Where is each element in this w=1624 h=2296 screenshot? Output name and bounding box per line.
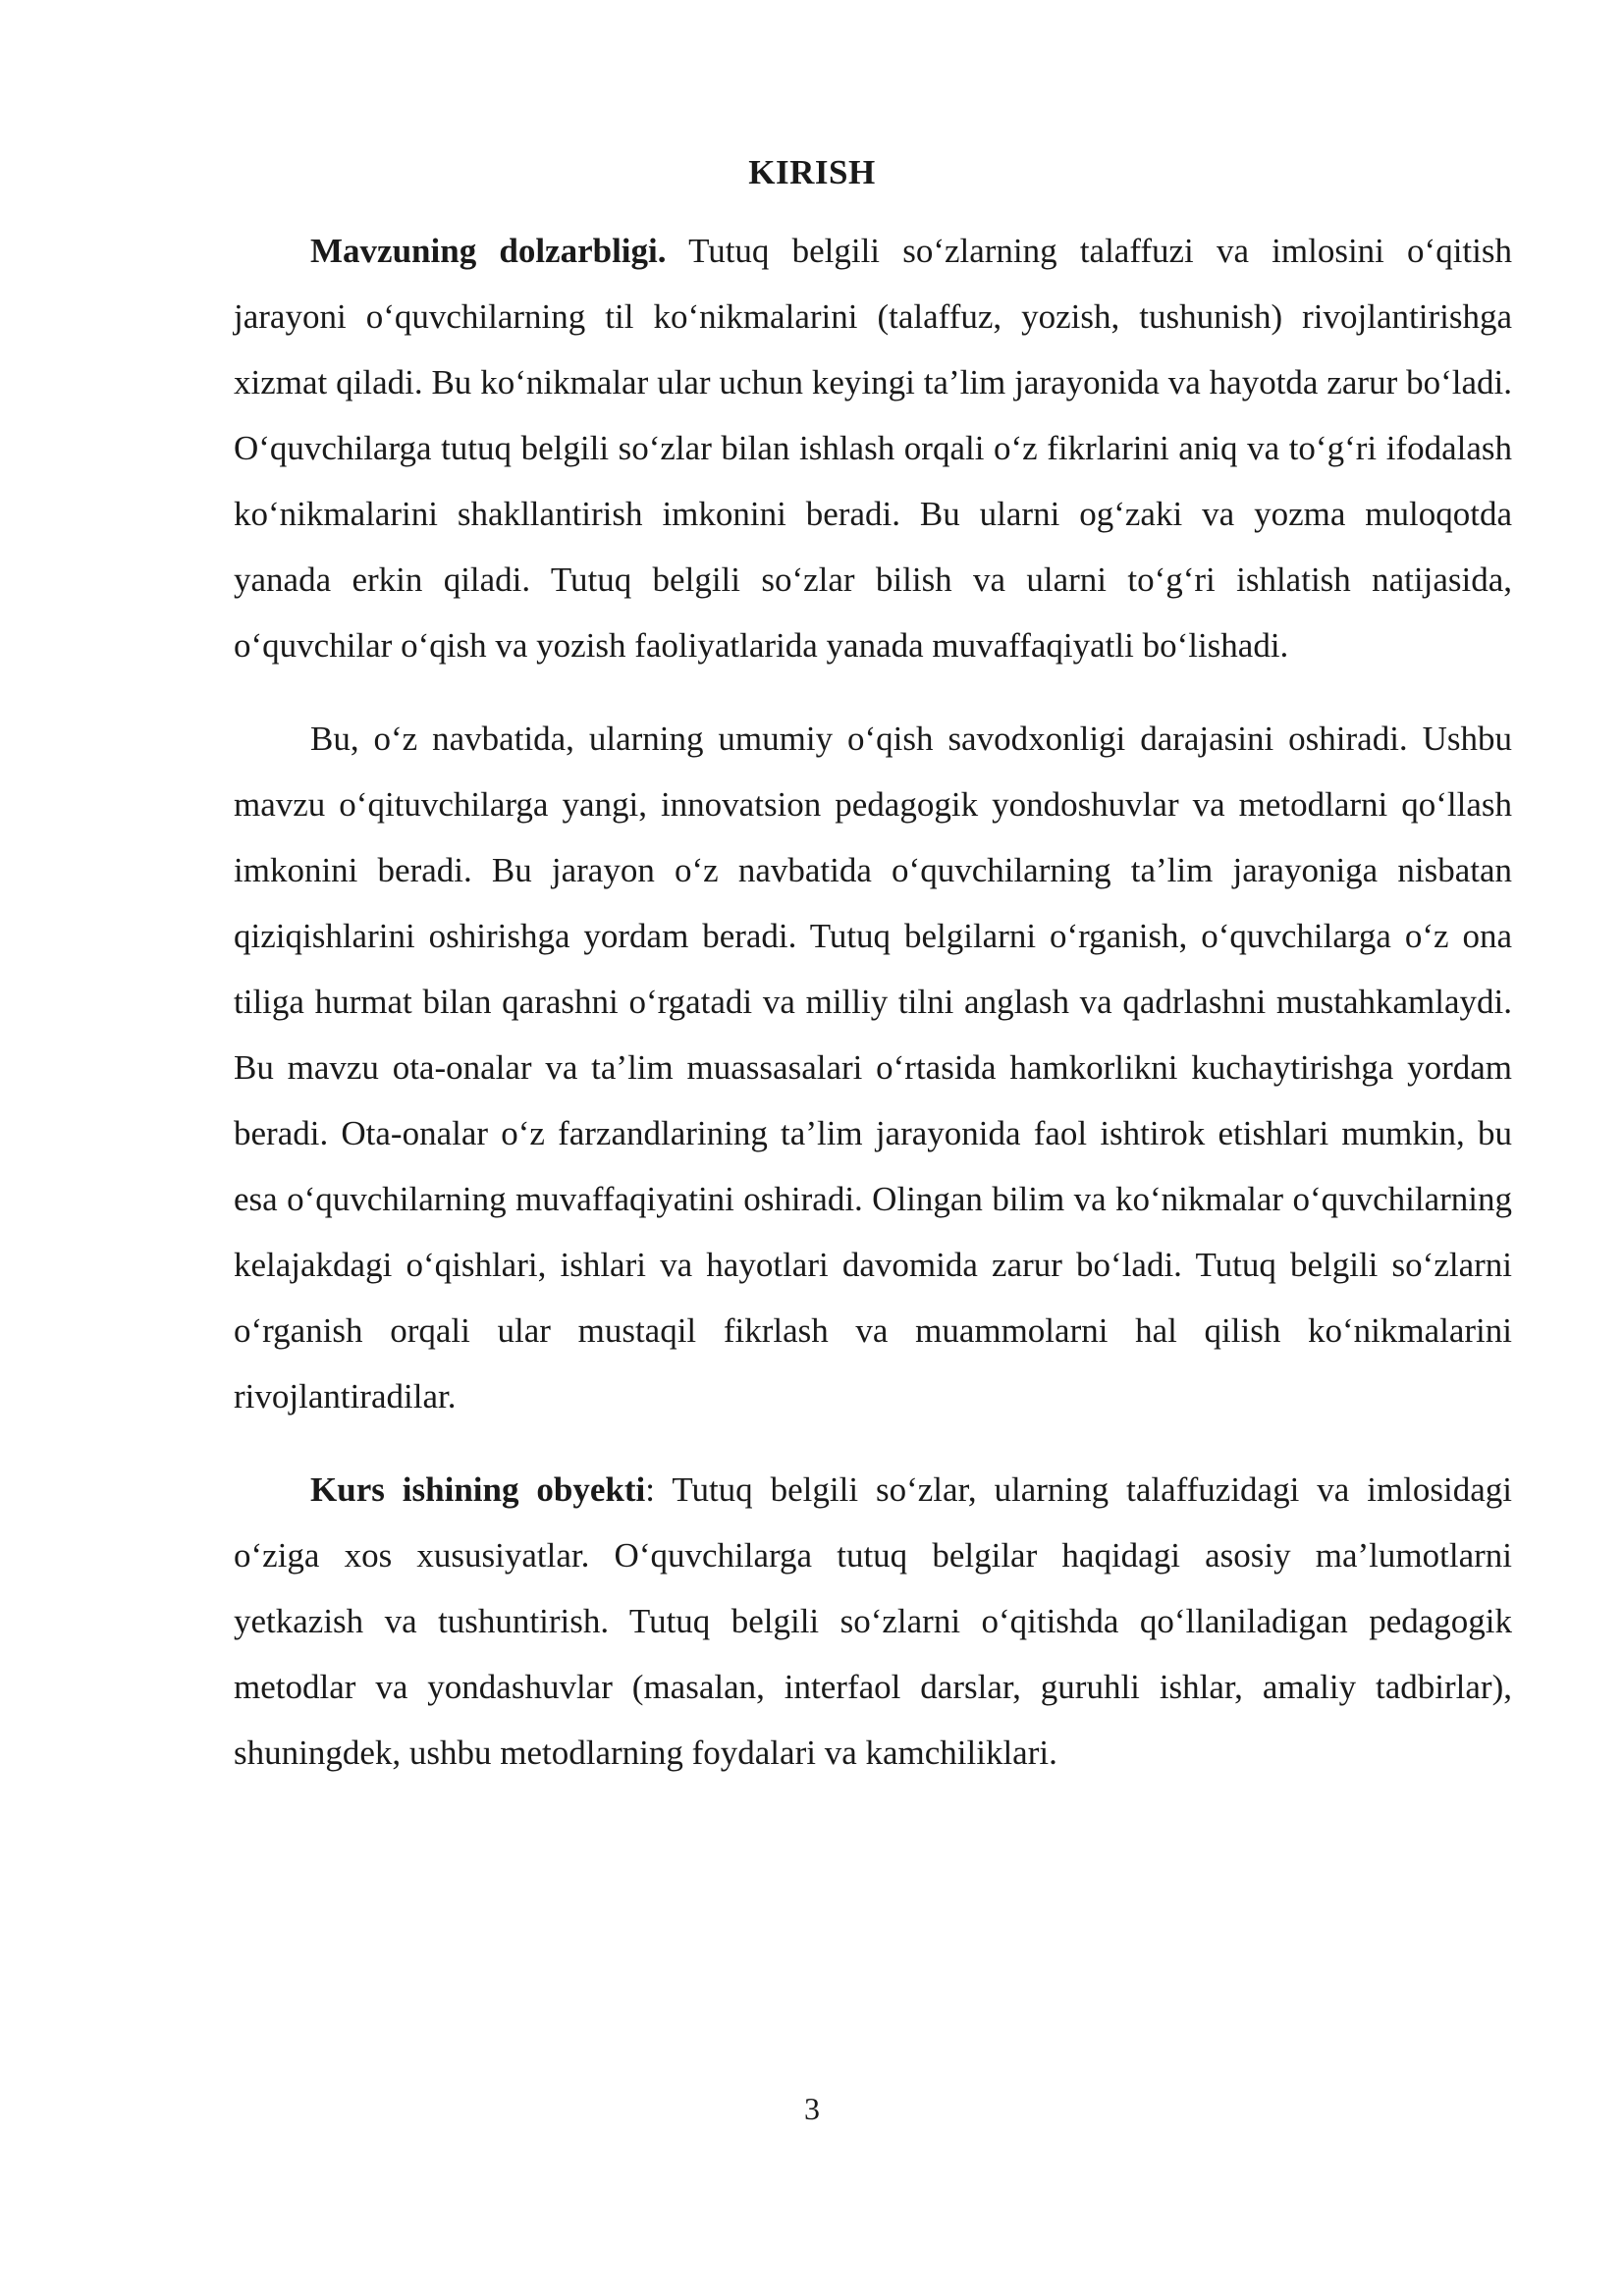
paragraph-continuation <box>234 706 1512 1429</box>
body-text <box>234 218 1512 1786</box>
paragraph-lead: Mavzuning dolzarbligi. <box>310 232 667 270</box>
paragraph-object <box>234 1457 1512 1786</box>
paragraph-separator <box>667 232 689 270</box>
section-title: KIRISH <box>748 153 876 191</box>
paragraph-separator: : <box>645 1470 673 1509</box>
paragraph-relevance <box>234 218 1512 678</box>
paragraph-text: Tutuq belgili so‘zlar, ularning talaffuzidagi va imlosidagi o‘ziga xos xususiyatlar. O‘quvchilarga tutuq belgilar haqidagi asosiy ma’lumotlarni yetkazish va tushuntirish. Tutuq belgili so‘zlarni o‘qitishda qo‘llaniladigan pedagogik metodlar va yondashuvlar (masalan, interfaol darslar, guruhli ishlar, amaliy tadbirlar), shuningdek, ushbu metodlarning foydalari va kamchiliklari. <box>234 1470 1512 1772</box>
paragraph-text: Tutuq belgili so‘zlarning talaffuzi va imlosini o‘qitish jarayoni o‘quvchilarning til ko‘nikmalarini (talaffuz, yozish, tushunish) rivojlantirishga xizmat qiladi. Bu ko‘nikmalar ular uchun keyingi ta’lim jarayonida va hayotda zarur bo‘ladi. O‘quvchilarga tutuq belgili so‘zlar bilan ishlash orqali o‘z fikrlarini aniq va to‘g‘ri ifodalash ko‘nikmalarini shakllantirish imkonini beradi. Bu ularni og‘zaki va yozma muloqotda yanada erkin qiladi. Tutuq belgili so‘zlar bilish va ularni to‘g‘ri ishlatish natijasida, o‘quvchilar o‘qish va yozish faoliyatlarida yanada muvaffaqiyatli bo‘lishadi. <box>234 232 1513 665</box>
paragraph-lead: Kurs ishining obyekti <box>310 1470 646 1509</box>
page-number: 3 <box>804 2091 820 2126</box>
paragraph-text: Bu, o‘z navbatida, ularning umumiy o‘qish savodxonligi darajasini oshiradi. Ushbu mavzu o‘qituvchilarga yangi, innovatsion pedagogik yondoshuvlar va metodlarni qo‘llash imkonini beradi. Bu jarayon o‘z navbatida o‘quvchilarning ta’lim jarayoniga nisbatan qiziqishlarini oshirishga yordam beradi. Tutuq belgilarni o‘rganish, o‘quvchilarga o‘z ona tiliga hurmat bilan qarashni o‘rgatadi va milliy tilni anglash va qadrlashni mustahkamlaydi. Bu mavzu ota-onalar va ta’lim muassasalari o‘rtasida hamkorlikni kuchaytirishga yordam beradi. Ota-onalar o‘z farzandlarining ta’lim jarayonida faol ishtirok etishlari mumkin, bu esa o‘quvchilarning muvaffaqiyatini oshiradi. Olingan bilim va ko‘nikmalar o‘quvchilarning kelajakdagi o‘qishlari, ishlari va hayotlari davomida zarur bo‘ladi. Tutuq belgili so‘zlarni o‘rganish orqali ular mustaqil fikrlash va muammolarni hal qilish ko‘nikmalarini rivojlantiradilar. <box>234 720 1512 1415</box>
